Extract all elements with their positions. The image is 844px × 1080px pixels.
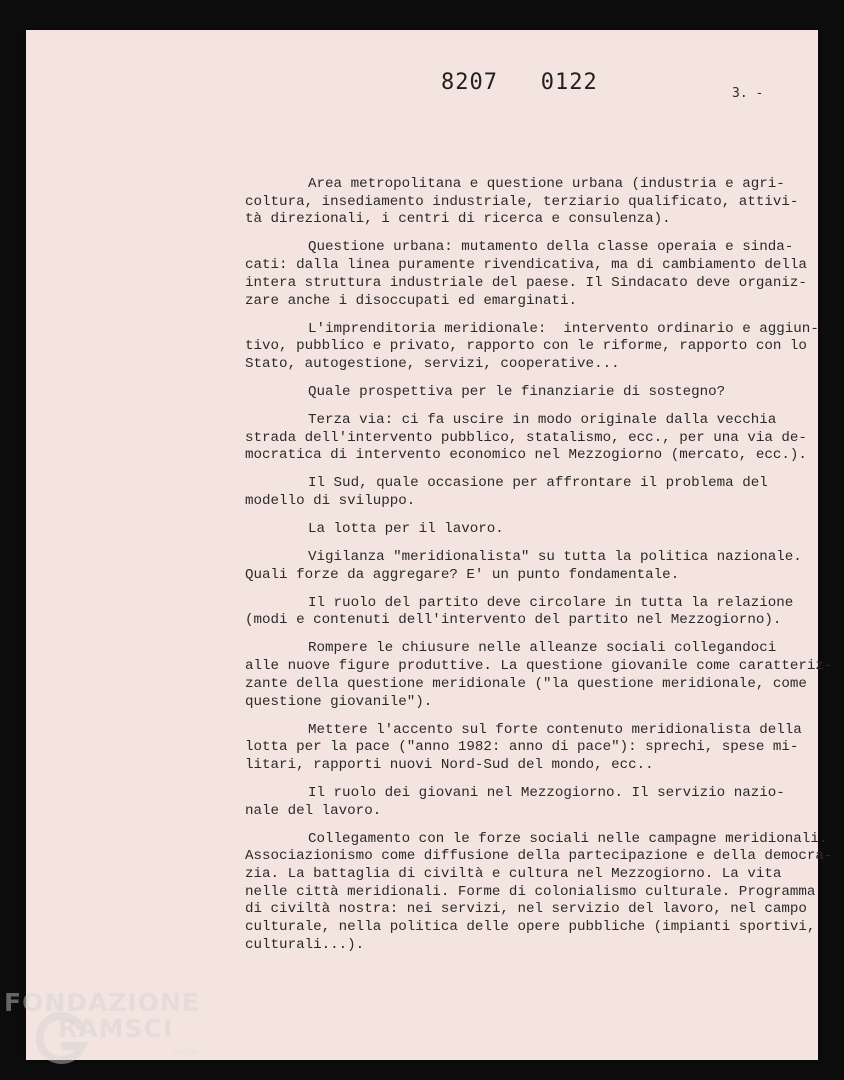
document-body bbox=[245, 176, 833, 965]
text-line: Il ruolo del partito deve circolare in tutta la relazione bbox=[308, 594, 794, 611]
paragraph bbox=[245, 785, 805, 820]
paragraph bbox=[245, 830, 833, 955]
text-line: modello di sviluppo. bbox=[245, 493, 416, 510]
paragraph bbox=[245, 640, 833, 711]
watermark-onlus: onlus bbox=[174, 1048, 199, 1058]
text-line: Area metropolitana e questione urbana (industria e agri- bbox=[308, 176, 785, 192]
text-line: (modi e contenuti dell'intervento del partito nel Mezzogiorno). bbox=[245, 612, 782, 629]
text-line: L'imprenditoria meridionale: intervento ordinario e aggiun- bbox=[308, 320, 819, 337]
text-line: tà direzionali, i centri di ricerca e consulenza). bbox=[245, 211, 671, 228]
text-line: Quali forze da aggregare? E' un punto fondamentale. bbox=[245, 566, 680, 583]
paragraph bbox=[245, 239, 805, 310]
paragraph bbox=[245, 722, 805, 775]
paragraph bbox=[245, 412, 805, 465]
text-line: culturali...). bbox=[245, 936, 365, 953]
text-line: mocratica di intervento economico nel Mezzogiorno (mercato, ecc.). bbox=[245, 447, 807, 464]
page-number: 3. - bbox=[732, 86, 764, 101]
text-line: Rompere le chiusure nelle alleanze sociali collegandoci bbox=[308, 640, 777, 657]
text-line: Collegamento con le forze sociali nelle campagne meridionali. bbox=[308, 830, 828, 847]
text-line: alle nuove figure produttive. La questione giovanile come caratteriz- bbox=[245, 658, 833, 675]
text-line: coltura, insediamento industriale, terziario qualificato, attivi- bbox=[245, 193, 799, 210]
text-line: nelle città meridionali. Forme di colonialismo culturale. Programma bbox=[245, 883, 816, 900]
text-line: Questione urbana: mutamento della classe operaia e sinda- bbox=[308, 239, 794, 256]
text-line: Stato, autogestione, servizi, cooperative... bbox=[245, 355, 620, 372]
paragraph bbox=[245, 475, 805, 510]
text-line: zia. La battaglia di civiltà e cultura nel Mezzogiorno. La vita bbox=[245, 866, 782, 883]
text-line: Quale prospettiva per le finanziarie di sostegno? bbox=[308, 383, 726, 400]
text-line: Vigilanza "meridionalista" su tutta la politica nazionale. bbox=[308, 549, 802, 566]
text-line: culturale, nella politica delle opere pubbliche (impianti sportivi, bbox=[245, 919, 816, 936]
text-line: Il ruolo dei giovani nel Mezzogiorno. Il servizio nazio- bbox=[308, 784, 785, 801]
text-line: lotta per la pace ("anno 1982: anno di pace"): sprechi, spese mi- bbox=[245, 739, 799, 756]
document-number: 8207 0122 bbox=[441, 70, 598, 95]
text-line: tivo, pubblico e privato, rapporto con le riforme, rapporto con lo bbox=[245, 338, 807, 355]
paragraph bbox=[245, 320, 819, 374]
text-line: Mettere l'accento sul forte contenuto meridionalista della bbox=[308, 721, 802, 738]
text-line: zare anche i disoccupati ed emarginati. bbox=[245, 292, 578, 309]
text-line: Il Sud, quale occasione per affrontare il problema del bbox=[308, 475, 768, 492]
watermark-line2: RAMSCI bbox=[58, 1014, 174, 1043]
paragraph bbox=[245, 384, 805, 402]
text-line: cati: dalla linea puramente rivendicativa, ma di cambiamento della bbox=[245, 257, 807, 274]
watermark-line1: FONDAZIONE bbox=[4, 988, 201, 1017]
text-line: Terza via: ci fa uscire in modo originale dalla vecchia bbox=[308, 411, 777, 428]
fondazione-gramsci-watermark bbox=[4, 988, 224, 1078]
text-line: intera struttura industriale del paese. Il Sindacato deve organiz- bbox=[245, 274, 807, 291]
paragraph bbox=[245, 176, 805, 229]
document-page bbox=[26, 30, 833, 1060]
text-line: zante della questione meridionale ("la questione meridionale, come bbox=[245, 675, 807, 692]
text-line: strada dell'intervento pubblico, statalismo, ecc., per una via de- bbox=[245, 429, 807, 446]
paragraph bbox=[245, 595, 805, 630]
text-line: nale del lavoro. bbox=[245, 802, 382, 819]
text-line: La lotta per il lavoro. bbox=[308, 521, 504, 538]
text-line: litari, rapporti nuovi Nord-Sud del mondo, ecc.. bbox=[245, 756, 654, 773]
paragraph bbox=[245, 549, 805, 584]
paragraph bbox=[245, 521, 805, 539]
text-line: di civiltà nostra: nei servizi, nel servizio del lavoro, nel campo bbox=[245, 901, 807, 918]
text-line: questione giovanile"). bbox=[245, 693, 433, 710]
text-line: Associazionismo come diffusione della partecipazione e della democra- bbox=[245, 848, 833, 865]
